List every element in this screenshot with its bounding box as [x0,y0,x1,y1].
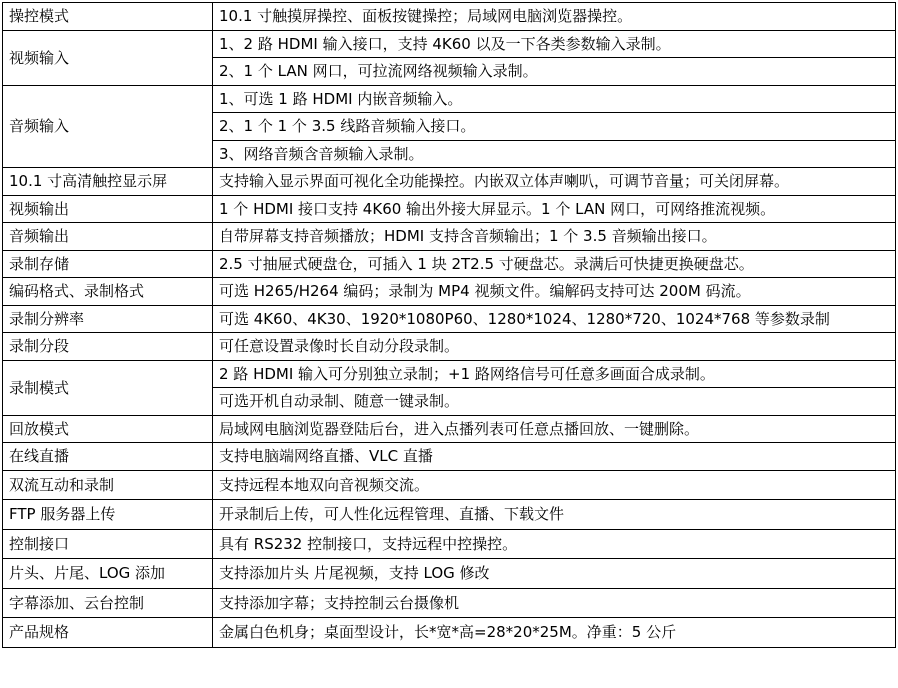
spec-value-cell: 2 路 HDMI 输入可分别独立录制；+1 路网络信号可任意多画面合成录制。 [213,360,896,388]
spec-label-cell: 录制分辨率 [3,305,213,333]
spec-table [2,2,896,648]
table-row [3,168,896,196]
spec-label-cell: 视频输入 [3,30,213,85]
spec-label-cell: 视频输出 [3,195,213,223]
table-row [3,223,896,251]
spec-value-cell: 支持添加片头 片尾视频，支持 LOG 修改 [213,559,896,589]
spec-label-cell: 录制模式 [3,360,213,415]
spec-value-cell: 2、1 个 1 个 3.5 线路音频输入接口。 [213,113,896,141]
table-row [3,195,896,223]
spec-label-cell: 在线直播 [3,443,213,471]
spec-label-cell: 音频输入 [3,85,213,168]
spec-label-cell: 片头、片尾、LOG 添加 [3,559,213,589]
table-row [3,250,896,278]
spec-value-cell: 可选 H265/H264 编码；录制为 MP4 视频文件。编解码支持可达 200M 码流。 [213,278,896,306]
spec-label-cell: 产品规格 [3,618,213,648]
spec-value-cell: 2.5 寸抽屉式硬盘仓，可插入 1 块 2T2.5 寸硬盘芯。录满后可快捷更换硬盘芯。 [213,250,896,278]
table-row [3,618,896,648]
spec-value-cell: 可任意设置录像时长自动分段录制。 [213,333,896,361]
spec-value-cell: 自带屏幕支持音频播放；HDMI 支持含音频输出；1 个 3.5 音频输出接口。 [213,223,896,251]
table-row [3,333,896,361]
spec-label-cell: 字幕添加、云台控制 [3,588,213,618]
spec-value-cell: 开录制后上传，可人性化远程管理、直播、下载文件 [213,500,896,530]
spec-value-cell: 可选开机自动录制、随意一键录制。 [213,388,896,416]
spec-value-cell: 1、2 路 HDMI 输入接口，支持 4K60 以及一下各类参数输入录制。 [213,30,896,58]
spec-label-cell: 录制存储 [3,250,213,278]
spec-value-cell: 1 个 HDMI 接口支持 4K60 输出外接大屏显示。1 个 LAN 网口，可网络推流视频。 [213,195,896,223]
table-row [3,278,896,306]
spec-value-cell: 金属白色机身；桌面型设计，长*宽*高=28*20*25M。净重：5 公斤 [213,618,896,648]
spec-label-cell: 回放模式 [3,415,213,443]
table-row [3,470,896,500]
spec-label-cell: 音频输出 [3,223,213,251]
table-row [3,559,896,589]
spec-value-cell: 1、可选 1 路 HDMI 内嵌音频输入。 [213,85,896,113]
spec-label-cell: FTP 服务器上传 [3,500,213,530]
table-row [3,529,896,559]
spec-label-cell: 录制分段 [3,333,213,361]
table-row [3,500,896,530]
spec-value-cell: 支持远程本地双向音视频交流。 [213,470,896,500]
spec-label-cell: 控制接口 [3,529,213,559]
spec-value-cell: 支持添加字幕；支持控制云台摄像机 [213,588,896,618]
table-row [3,3,896,31]
spec-table-body [3,3,896,648]
spec-value-cell: 2、1 个 LAN 网口，可拉流网络视频输入录制。 [213,58,896,86]
spec-value-cell: 10.1 寸触摸屏操控、面板按键操控；局域网电脑浏览器操控。 [213,3,896,31]
spec-value-cell: 具有 RS232 控制接口，支持远程中控操控。 [213,529,896,559]
spec-label-cell: 操控模式 [3,3,213,31]
spec-label-cell: 10.1 寸高清触控显示屏 [3,168,213,196]
table-row [3,588,896,618]
spec-value-cell: 支持电脑端网络直播、VLC 直播 [213,443,896,471]
spec-label-cell: 编码格式、录制格式 [3,278,213,306]
spec-value-cell: 可选 4K60、4K30、1920*1080P60、1280*1024、1280*720、1024*768 等参数录制 [213,305,896,333]
spec-value-cell: 局域网电脑浏览器登陆后台，进入点播列表可任意点播回放、一键删除。 [213,415,896,443]
table-row [3,360,896,388]
spec-label-cell: 双流互动和录制 [3,470,213,500]
table-row [3,443,896,471]
table-row [3,415,896,443]
spec-value-cell: 3、网络音频含音频输入录制。 [213,140,896,168]
spec-value-cell: 支持输入显示界面可视化全功能操控。内嵌双立体声喇叭，可调节音量；可关闭屏幕。 [213,168,896,196]
table-row [3,30,896,58]
table-row [3,305,896,333]
table-row [3,85,896,113]
